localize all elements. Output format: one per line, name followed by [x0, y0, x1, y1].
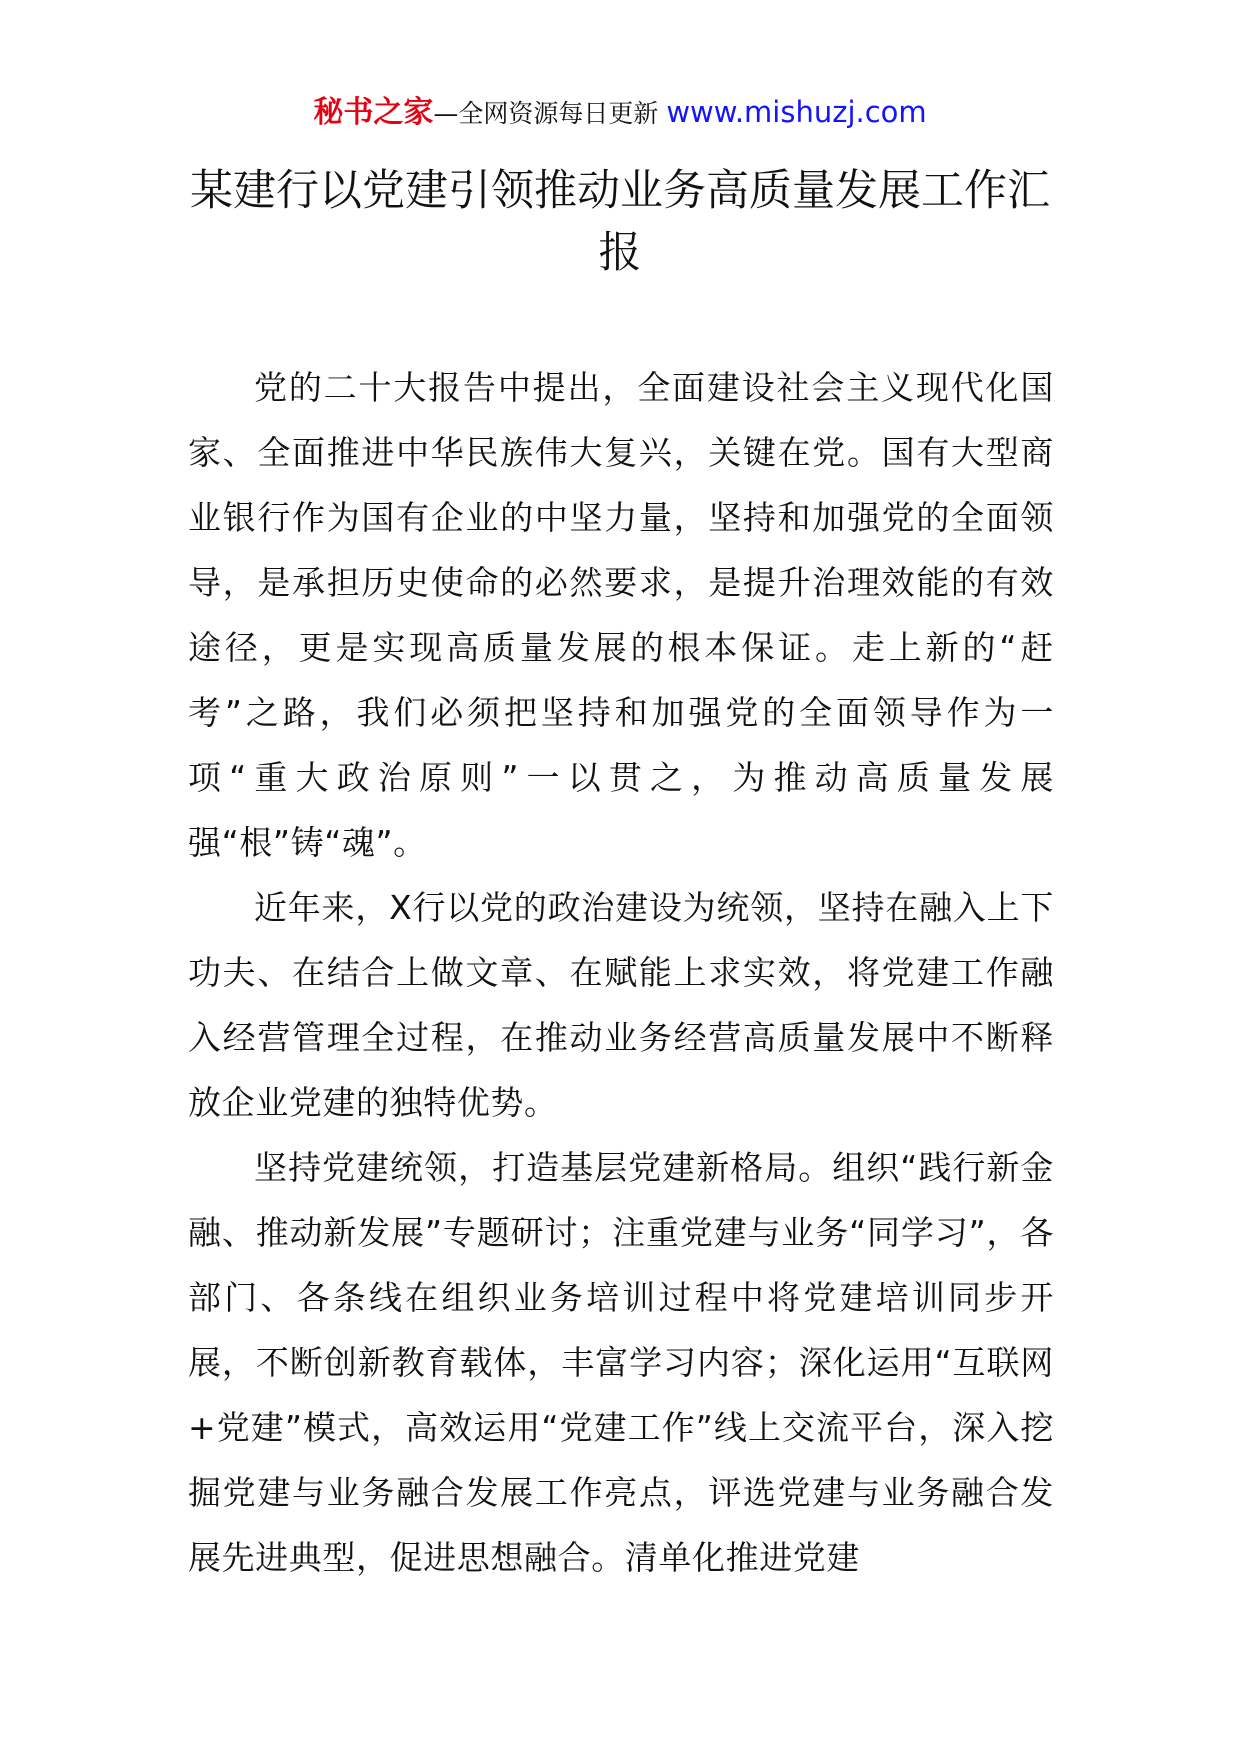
document-body — [188, 355, 1054, 1590]
brand-name: 秘书之家 — [313, 95, 434, 130]
document-title: 某建行以党建引领推动业务高质量发展工作汇报 — [190, 166, 1050, 278]
watermark-header — [0, 92, 1240, 134]
paragraph-party-building: 坚持党建统领，打造基层党建新格局。组织“践行新金融、推动新发展”专题研讨；注重党建与业务“同学习”，各部门、各条线在组织业务培训过程中将党建培训同步开展，不断创新教育载体，丰富学习内容；深化运用“互联网+党建”模式，高效运用“党建工作”线上交流平台，深入挖掘党建与业务融合发展工作亮点，评选党建与业务融合发展先进典型，促进思想融合。清单化推进党建 — [188, 1148, 1054, 1577]
paragraph-intro: 党的二十大报告中提出，全面建设社会主义现代化国家、全面推进中华民族伟大复兴，关键在党。国有大型商业银行作为国有企业的中坚力量，坚持和加强党的全面领导，是承担历史使命的必然要求，是提升治理效能的有效途径，更是实现高质量发展的根本保证。走上新的“赶考”之路，我们必须把坚持和加强党的全面领导作为一项“重大政治原则”一以贯之，为推动高质量发展强“根”铸“魂”。 — [188, 368, 1054, 862]
paragraph-overview: 近年来，X行以党的政治建设为统领，坚持在融入上下功夫、在结合上做文章、在赋能上求实效，将党建工作融入经营管理全过程，在推动业务经营高质量发展中不断释放企业党建的独特优势。 — [188, 888, 1054, 1122]
header-tagline: —全网资源每日更新 — [433, 99, 659, 128]
site-link[interactable]: www.mishuzj.com — [666, 95, 927, 129]
